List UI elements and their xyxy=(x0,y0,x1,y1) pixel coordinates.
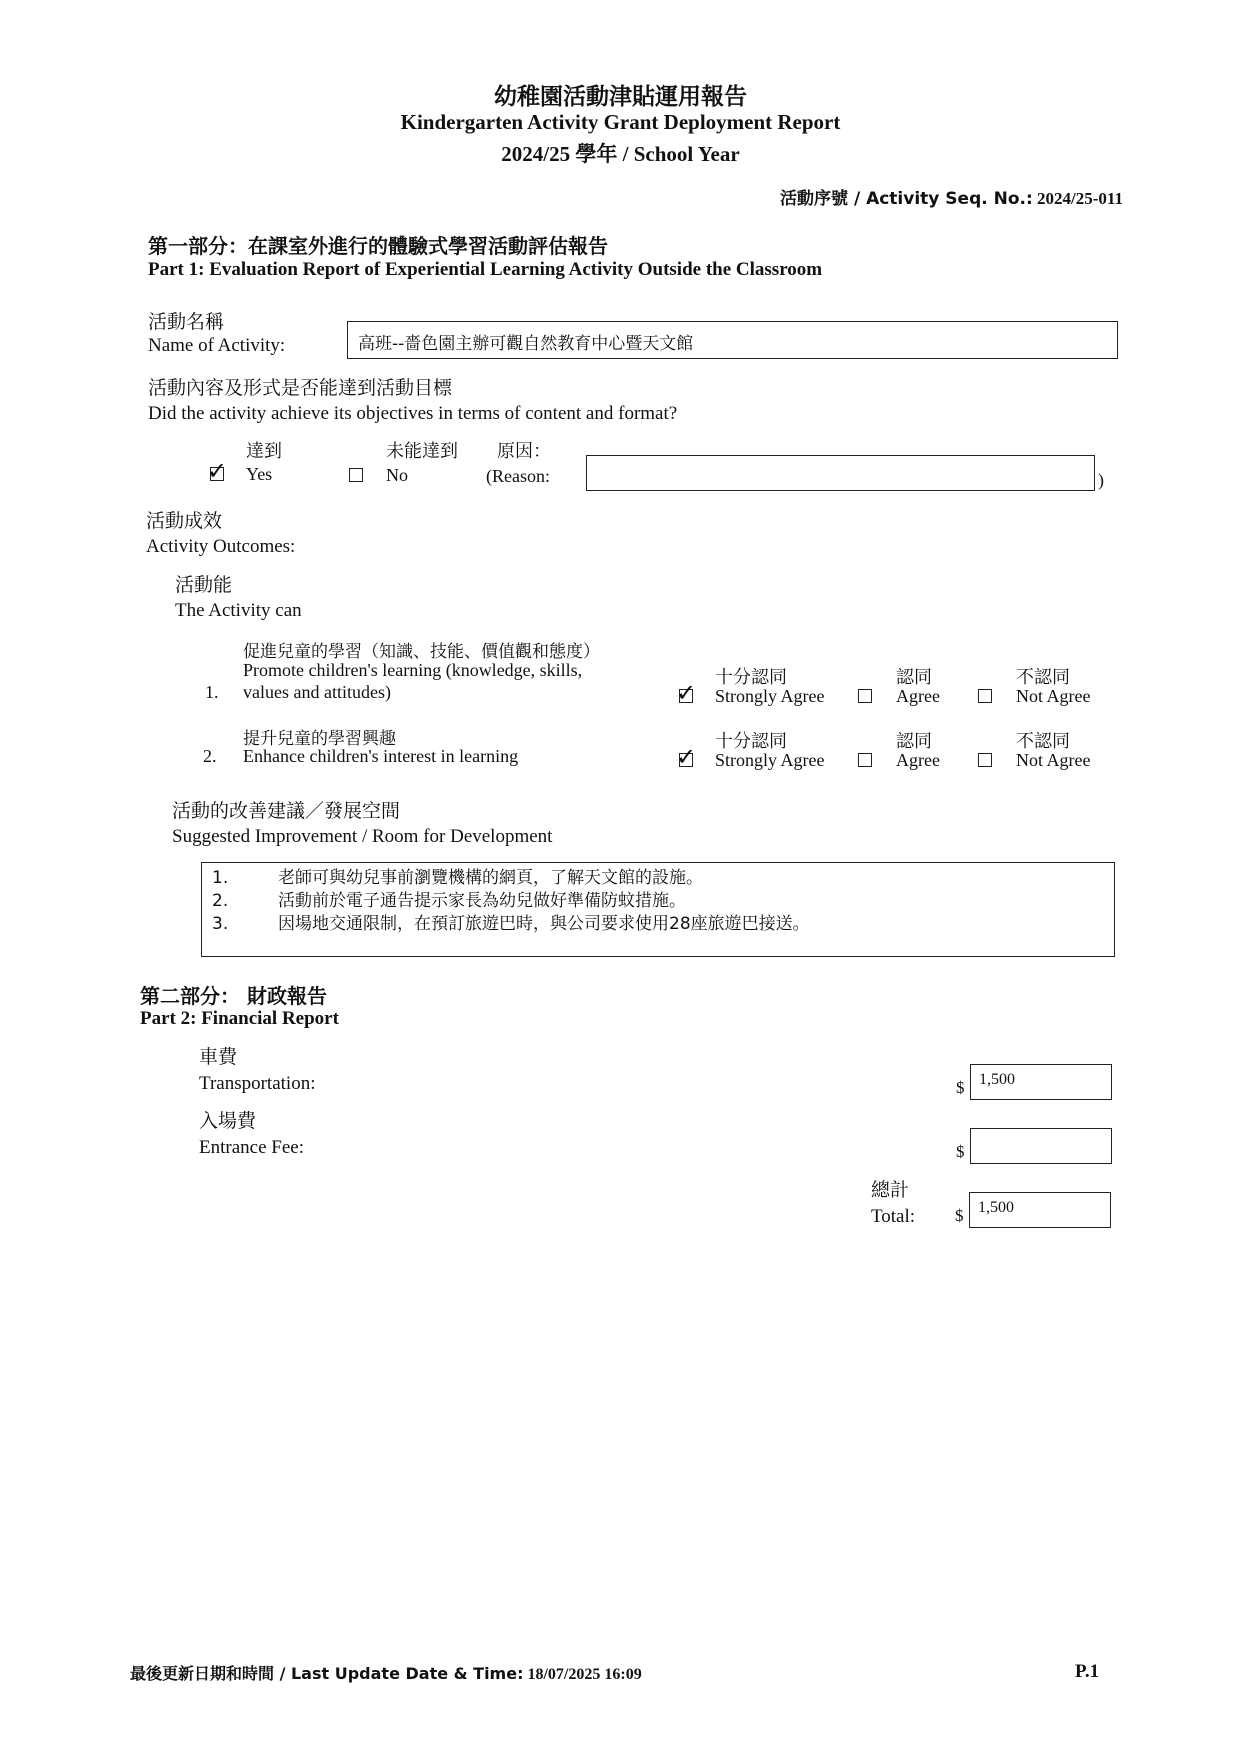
suggestion-number: 3. xyxy=(212,914,229,934)
item2-agree-checkbox[interactable] xyxy=(858,753,872,767)
improvement-label-zh: 活動的改善建議／發展空間 xyxy=(172,800,401,822)
entrance-currency: $ xyxy=(956,1142,965,1161)
objective-question-en: Did the activity achieve its objectives in terms of content and format? xyxy=(148,403,678,424)
entrance-amount-field[interactable] xyxy=(970,1128,1112,1164)
item1-number: 1. xyxy=(205,682,219,702)
transport-label-zh: 車費 xyxy=(199,1046,238,1068)
suggestion-number: 1. xyxy=(212,868,229,888)
no-checkbox[interactable] xyxy=(349,468,363,482)
school-year: 2024/25 學年 / School Year xyxy=(501,142,740,166)
item1-text-zh: 促進兒童的學習（知識、技能、價值觀和態度） xyxy=(243,642,600,662)
total-amount-field[interactable]: 1,500 xyxy=(969,1192,1111,1228)
no-label-zh: 未能達到 xyxy=(386,441,458,462)
activity-can-en: The Activity can xyxy=(175,600,302,621)
reason-label-en: (Reason: xyxy=(486,466,550,486)
update-label: 最後更新日期和時間 / Last Update Date & Time: xyxy=(130,1664,524,1683)
item1-not-checkbox[interactable] xyxy=(978,689,992,703)
total-label-zh: 總計 xyxy=(871,1179,910,1201)
part1-heading-en: Part 1: Evaluation Report of Experiential Learning Activity Outside the Classroom xyxy=(148,259,823,280)
check-mark-icon: ✓ xyxy=(676,679,697,707)
suggestion-2 xyxy=(212,890,1104,913)
item2-strongly-en: Strongly Agree xyxy=(715,750,825,770)
item1-agree-zh: 認同 xyxy=(896,667,932,688)
outcomes-label-en: Activity Outcomes: xyxy=(146,536,296,557)
improvement-label-en: Suggested Improvement / Room for Development xyxy=(172,826,553,847)
activity-name-label-zh: 活動名稱 xyxy=(148,311,225,333)
reason-close-paren: ) xyxy=(1098,470,1104,490)
transport-currency: $ xyxy=(956,1078,965,1097)
suggestions-box[interactable] xyxy=(201,862,1115,957)
outcomes-label-zh: 活動成效 xyxy=(146,510,223,532)
item2-strongly-zh: 十分認同 xyxy=(715,731,787,752)
last-update xyxy=(130,1661,642,1684)
page-number: P.1 xyxy=(1075,1661,1100,1682)
suggestion-3 xyxy=(212,913,1104,936)
entrance-label-en: Entrance Fee: xyxy=(199,1137,304,1158)
title-english: Kindergarten Activity Grant Deployment Report xyxy=(400,110,841,134)
suggestion-1 xyxy=(212,867,1104,890)
item2-not-zh: 不認同 xyxy=(1016,731,1070,752)
activity-can-zh: 活動能 xyxy=(175,574,233,596)
seq-label: 活動序號 / Activity Seq. No.: xyxy=(780,189,1033,209)
suggestion-number: 2. xyxy=(212,891,229,911)
activity-seq-no xyxy=(780,184,1123,209)
entrance-label-zh: 入場費 xyxy=(199,1110,257,1132)
part2-heading-zh: 第二部分： 財政報告 xyxy=(140,984,327,1008)
item2-not-en: Not Agree xyxy=(1016,750,1091,770)
update-value: 18/07/2025 16:09 xyxy=(527,1666,642,1683)
item1-agree-checkbox[interactable] xyxy=(858,689,872,703)
part2-heading-en: Part 2: Financial Report xyxy=(140,1008,339,1029)
reason-label-zh: 原因： xyxy=(497,441,551,462)
item1-not-zh: 不認同 xyxy=(1016,667,1070,688)
seq-value: 2024/25-011 xyxy=(1037,189,1123,208)
item1-text-en1: Promote children's learning (knowledge, skills, xyxy=(243,660,583,680)
item2-agree-zh: 認同 xyxy=(896,731,932,752)
suggestion-text: 老師可與幼兒事前瀏覽機構的網頁，了解天文館的設施。 xyxy=(278,868,703,888)
yes-label-zh: 達到 xyxy=(246,441,282,462)
item2-number: 2. xyxy=(203,746,217,766)
item1-not-en: Not Agree xyxy=(1016,686,1091,706)
no-label-en: No xyxy=(386,465,408,485)
item1-agree-en: Agree xyxy=(896,686,940,706)
item1-strongly-zh: 十分認同 xyxy=(715,667,787,688)
title-chinese: 幼稚園活動津貼運用報告 xyxy=(494,84,747,110)
activity-name-field[interactable]: 高班--嗇色園主辦可觀自然教育中心暨天文館 xyxy=(347,321,1118,359)
transport-amount-field[interactable]: 1,500 xyxy=(970,1064,1112,1100)
check-mark-icon: ✓ xyxy=(676,743,697,771)
total-currency: $ xyxy=(955,1206,964,1225)
check-mark-icon: ✓ xyxy=(207,457,228,485)
part1-heading-zh: 第一部分：在課室外進行的體驗式學習活動評估報告 xyxy=(148,234,608,258)
item2-text-zh: 提升兒童的學習興趣 xyxy=(243,729,396,749)
objective-question-zh: 活動內容及形式是否能達到活動目標 xyxy=(148,377,453,399)
suggestion-text: 因場地交通限制，在預訂旅遊巴時，與公司要求使用28座旅遊巴接送。 xyxy=(278,914,810,934)
item1-strongly-en: Strongly Agree xyxy=(715,686,825,706)
item2-not-checkbox[interactable] xyxy=(978,753,992,767)
yes-label-en: Yes xyxy=(246,464,273,484)
item2-text-en1: Enhance children's interest in learning xyxy=(243,746,519,766)
item1-text-en2: values and attitudes) xyxy=(243,682,391,702)
suggestion-text: 活動前於電子通告提示家長為幼兒做好準備防蚊措施。 xyxy=(278,891,686,911)
activity-name-label-en: Name of Activity: xyxy=(148,335,286,356)
total-label-en: Total: xyxy=(871,1206,916,1227)
transport-label-en: Transportation: xyxy=(199,1073,316,1094)
reason-field[interactable] xyxy=(586,455,1095,491)
item2-agree-en: Agree xyxy=(896,750,940,770)
